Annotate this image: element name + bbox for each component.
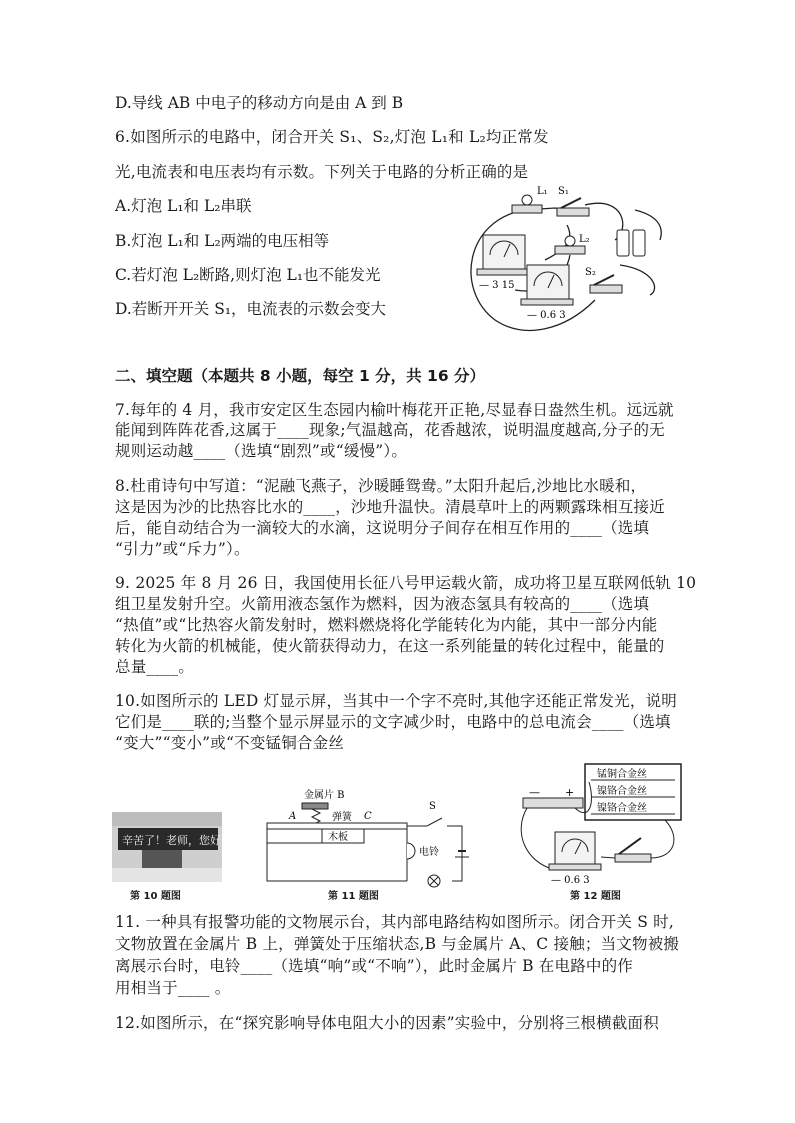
- fig11-metal-ac: [267, 823, 407, 829]
- fig12-battery-box: [523, 798, 583, 808]
- switch-s1-base: [557, 208, 589, 216]
- q12-line-1: 12.如图所示，在“探究影响导体电阻大小的因素”实验中，分别将三根横截面积: [115, 1014, 659, 1032]
- fig12-ammeter-icon: [555, 832, 595, 864]
- fig12-plus: +: [565, 786, 575, 799]
- fig12-wire-2: 镍铬合金丝: [597, 786, 647, 797]
- lamp-l2-icon: [565, 236, 575, 246]
- q6-line-2: 光,电流表和电压表均有示数。下列关于电路的分析正确的是: [115, 163, 529, 181]
- fig12-resistance-setup: [515, 762, 685, 884]
- ammeter-scale: — 0.6 3: [527, 310, 566, 321]
- fig11-label-spring: 弹簧: [332, 812, 352, 823]
- q9-line-2: 组卫星发射升空。火箭用液态氢作为燃料，因为液态氢具有较高的____（选填: [115, 595, 650, 613]
- switch-s2-icon: [594, 275, 614, 285]
- q6-option-d: D.若断开开关 S₁，电流表的示数会变大: [115, 300, 387, 318]
- lamp-l1-base: [512, 205, 542, 213]
- q11-line-1: 11. 一种具有报警功能的文物展示台，其内部电路结构如图所示。闭合开关 S 时,: [115, 913, 674, 931]
- q6-option-a: A.灯泡 L₁和 L₂串联: [115, 197, 252, 215]
- q8-line-1: 8.杜甫诗句中写道：“泥融飞燕子，沙暖睡鸳鸯。”太阳升起后,沙地比水暖和，: [115, 477, 647, 495]
- battery-2-icon: [633, 230, 645, 256]
- q6-option-b: B.灯泡 L₁和 L₂两端的电压相等: [115, 232, 330, 250]
- fig11-label-c: C: [364, 811, 372, 822]
- q11-line-2: 文物放置在金属片 B 上，弹簧处于压缩状态,B 与金属片 A、C 接触；当文物被搬: [115, 935, 680, 953]
- fig11-label-board: 木板: [328, 832, 348, 843]
- q8-line-4: “引力”或“斥力”）。: [115, 540, 250, 558]
- q9-line-1: 9. 2025 年 8 月 26 日，我国使用长征八号甲运载火箭，成功将卫星互联网低轨 10: [115, 574, 697, 592]
- fig12-minus: —: [529, 786, 540, 799]
- fig12-switch-icon: [619, 838, 641, 854]
- fig11-metal-b: [302, 803, 328, 809]
- fig11-bell-icon: [407, 843, 415, 859]
- fig11-label-s: S: [429, 801, 436, 812]
- voltmeter-icon: [483, 235, 525, 269]
- fig12-scale: — 0.6 3: [551, 875, 590, 884]
- q11-line-4: 用相当于____ 。: [115, 979, 231, 997]
- q11-line-3: 离展示台时，电铃____（选填“响”或“不响”），此时金属片 B 在电路中的作: [115, 957, 633, 975]
- q7-line-3: 规则运动越____（选填“剧烈”或“缓慢”）。: [115, 442, 408, 460]
- fig11-alarm-circuit: [262, 785, 472, 890]
- fig11-label-metal: 金属片 B: [304, 790, 345, 801]
- fig12-wire-3: 镍铬合金丝: [597, 803, 647, 814]
- battery-1-icon: [617, 230, 629, 256]
- q9-line-5: 总量____。: [115, 658, 194, 676]
- q6-circuit-figure: [455, 180, 675, 340]
- q5-option-d: D.导线 AB 中电子的移动方向是由 A 到 B: [115, 94, 404, 112]
- q6-line-1: 6.如图所示的电路中，闭合开关 S₁、S₂,灯泡 L₁和 L₂均正常发: [115, 128, 549, 146]
- q8-line-2: 这是因为沙的比热容比水的____，沙地升温快。清晨草叶上的两颗露珠相互接近: [115, 498, 665, 516]
- section-2-title: 二、填空题（本题共 8 小题，每空 1 分，共 16 分）: [115, 367, 486, 385]
- q8-line-3: 后，能自动结合为一滴较大的水滴，这说明分子间存在相互作用的____（选填: [115, 519, 650, 537]
- q10-line-3: “变大”“变小”或“不变锰铜合金丝: [115, 734, 345, 752]
- fig11-label-a: A: [289, 811, 297, 822]
- lamp-l2-base: [555, 246, 585, 254]
- voltmeter-scale: — 3 15: [479, 280, 515, 291]
- label-l2: L₂: [579, 234, 590, 245]
- switch-s2-base: [590, 285, 622, 293]
- lamp-l1-icon: [522, 195, 532, 205]
- q7-line-1: 7.每年的 4 月，我市安定区生态园内榆叶梅花开正艳,尽显春日盎然生机。远远就: [115, 401, 674, 419]
- switch-s1-icon: [561, 198, 581, 208]
- fig12-wire-1: 锰铜合金丝: [597, 769, 647, 780]
- label-l1: L₁: [537, 186, 548, 197]
- q7-line-2: 能闻到阵阵花香,这属于____现象;气温越高，花香越浓，说明温度越高,分子的无: [115, 421, 665, 439]
- label-s1: S₁: [558, 186, 569, 197]
- q9-line-4: 转化为火箭的机械能，使火箭获得动力，在这一系列能量的转化过程中，能量的: [115, 637, 665, 655]
- q10-line-1: 10.如图所示的 LED 灯显示屏，当其中一个字不亮时,其他字还能正常发光，说明: [115, 692, 677, 710]
- fig10-screen-text: 辛苦了！老师，您好: [122, 834, 221, 847]
- q6-option-c: C.若灯泡 L₂断路,则灯泡 L₁也不能发光: [115, 266, 381, 284]
- ammeter-icon: [527, 265, 569, 299]
- fig11-switch-s: [407, 818, 442, 826]
- fig10-caption: 第 10 题图: [130, 891, 181, 902]
- q9-line-3: “热值”或“比热容火箭发射时，燃料燃烧将化学能转化为内能，其中一部分内能: [115, 616, 658, 634]
- fig11-caption: 第 11 题图: [328, 891, 379, 902]
- fig12-switch-base: [615, 854, 651, 862]
- label-s2: S₂: [585, 267, 596, 278]
- fig10-led-screen: [112, 812, 222, 882]
- q10-line-2: 它们是____联的;当整个显示屏显示的文字减少时，电路中的总电流会____（选填: [115, 713, 671, 731]
- fig12-caption: 第 12 题图: [570, 891, 621, 902]
- fig11-label-bell: 电铃: [419, 847, 439, 858]
